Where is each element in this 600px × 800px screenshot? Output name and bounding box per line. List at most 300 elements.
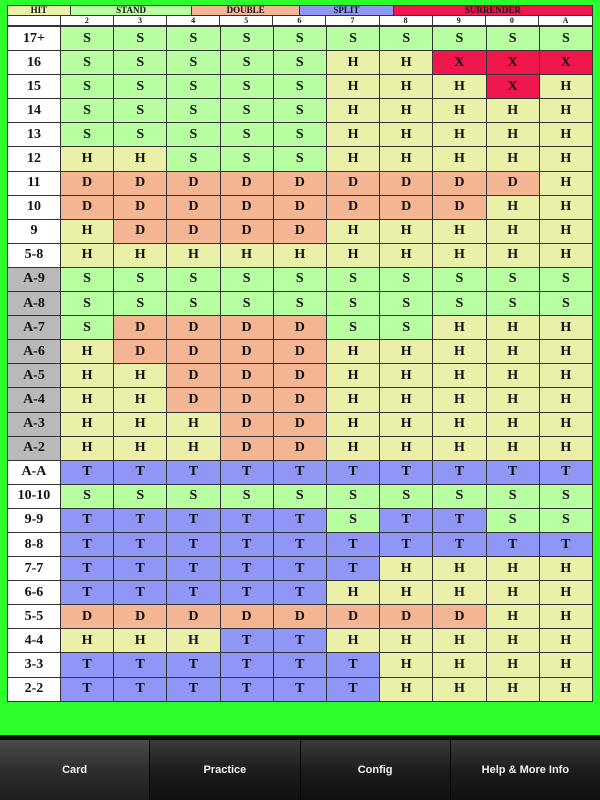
strategy-cell: H xyxy=(540,99,593,123)
strategy-cell: H xyxy=(540,172,593,196)
strategy-cell: T xyxy=(380,533,433,557)
strategy-cell: H xyxy=(61,629,114,653)
row-label: 16 xyxy=(8,51,61,75)
strategy-cell: T xyxy=(167,678,220,702)
strategy-cell: H xyxy=(380,99,433,123)
strategy-cell: H xyxy=(540,340,593,364)
strategy-cell: H xyxy=(433,653,486,677)
strategy-cell: S xyxy=(487,268,540,292)
strategy-cell: H xyxy=(274,244,327,268)
strategy-cell: S xyxy=(114,27,167,51)
strategy-cell: H xyxy=(327,581,380,605)
strategy-cell: S xyxy=(274,51,327,75)
strategy-cell: H xyxy=(167,437,220,461)
strategy-cell: D xyxy=(114,316,167,340)
strategy-cell: D xyxy=(487,172,540,196)
row-label: 12 xyxy=(8,147,61,171)
strategy-cell: S xyxy=(221,485,274,509)
strategy-cell: H xyxy=(114,244,167,268)
strategy-cell: D xyxy=(274,220,327,244)
strategy-cell: D xyxy=(61,605,114,629)
strategy-cell: T xyxy=(274,581,327,605)
strategy-cell: S xyxy=(61,51,114,75)
strategy-cell: S xyxy=(274,123,327,147)
strategy-cell: T xyxy=(327,533,380,557)
strategy-cell: T xyxy=(114,678,167,702)
strategy-cell: T xyxy=(327,653,380,677)
strategy-cell: D xyxy=(433,196,486,220)
strategy-cell: H xyxy=(433,629,486,653)
strategy-cell: H xyxy=(61,437,114,461)
strategy-cell: H xyxy=(487,220,540,244)
strategy-cell: H xyxy=(487,147,540,171)
strategy-cell: T xyxy=(221,509,274,533)
strategy-cell: S xyxy=(327,316,380,340)
strategy-cell: T xyxy=(167,509,220,533)
strategy-cell: H xyxy=(540,364,593,388)
strategy-cell: H xyxy=(540,147,593,171)
strategy-cell: S xyxy=(114,485,167,509)
legend-surrender: SURRENDER xyxy=(394,6,592,15)
strategy-cell: S xyxy=(380,485,433,509)
dealer-upcard-header xyxy=(7,16,593,26)
strategy-cell: S xyxy=(167,123,220,147)
strategy-cell: D xyxy=(114,220,167,244)
strategy-cell: H xyxy=(487,581,540,605)
strategy-cell: D xyxy=(167,388,220,412)
strategy-cell: D xyxy=(61,196,114,220)
strategy-cell: H xyxy=(433,220,486,244)
strategy-cell: H xyxy=(380,413,433,437)
strategy-cell: S xyxy=(167,27,220,51)
strategy-cell: S xyxy=(221,123,274,147)
strategy-cell: H xyxy=(61,364,114,388)
strategy-cell: S xyxy=(167,485,220,509)
strategy-cell: H xyxy=(487,388,540,412)
strategy-cell: H xyxy=(540,123,593,147)
column-header: 5 xyxy=(220,16,273,25)
strategy-cell: H xyxy=(433,678,486,702)
column-header: 9 xyxy=(433,16,486,25)
strategy-cell: H xyxy=(433,413,486,437)
strategy-cell: T xyxy=(221,629,274,653)
strategy-cell: H xyxy=(114,364,167,388)
strategy-cell: H xyxy=(380,51,433,75)
strategy-cell: X xyxy=(433,51,486,75)
strategy-cell: D xyxy=(274,388,327,412)
strategy-cell: D xyxy=(221,605,274,629)
strategy-cell: H xyxy=(433,75,486,99)
strategy-cell: H xyxy=(433,437,486,461)
strategy-cell: T xyxy=(167,461,220,485)
strategy-cell: S xyxy=(61,268,114,292)
table-row xyxy=(8,485,593,509)
strategy-cell: H xyxy=(327,220,380,244)
strategy-cell: H xyxy=(327,123,380,147)
table-row xyxy=(8,678,593,702)
strategy-cell: H xyxy=(540,437,593,461)
legend-split: SPLIT xyxy=(300,6,394,15)
strategy-cell: H xyxy=(61,147,114,171)
strategy-cell: H xyxy=(487,557,540,581)
strategy-cell: H xyxy=(540,413,593,437)
strategy-cell: H xyxy=(540,196,593,220)
table-row xyxy=(8,75,593,99)
strategy-cell: H xyxy=(540,605,593,629)
strategy-cell: D xyxy=(274,413,327,437)
table-row xyxy=(8,172,593,196)
strategy-cell: D xyxy=(114,172,167,196)
strategy-cell: T xyxy=(487,533,540,557)
strategy-cell: H xyxy=(167,629,220,653)
table-row xyxy=(8,147,593,171)
strategy-cell: D xyxy=(167,340,220,364)
strategy-cell: H xyxy=(487,196,540,220)
strategy-cell: H xyxy=(487,99,540,123)
column-header: 6 xyxy=(273,16,326,25)
strategy-cell: D xyxy=(167,364,220,388)
strategy-cell: H xyxy=(327,413,380,437)
strategy-cell: S xyxy=(221,75,274,99)
row-label: A-6 xyxy=(8,340,61,364)
strategy-cell: S xyxy=(327,485,380,509)
table-row xyxy=(8,581,593,605)
strategy-cell: H xyxy=(114,413,167,437)
strategy-cell: T xyxy=(274,678,327,702)
strategy-cell: T xyxy=(327,557,380,581)
row-label: A-2 xyxy=(8,437,61,461)
strategy-cell: S xyxy=(327,27,380,51)
strategy-cell: H xyxy=(380,147,433,171)
strategy-cell: S xyxy=(61,292,114,316)
row-label: 2-2 xyxy=(8,678,61,702)
strategy-cell: H xyxy=(114,437,167,461)
strategy-cell: H xyxy=(433,316,486,340)
strategy-cell: H xyxy=(487,605,540,629)
strategy-cell: S xyxy=(167,99,220,123)
row-label: 15 xyxy=(8,75,61,99)
column-header: 0 xyxy=(486,16,539,25)
strategy-cell: H xyxy=(487,316,540,340)
row-label: 9 xyxy=(8,220,61,244)
table-row xyxy=(8,340,593,364)
strategy-cell: S xyxy=(433,292,486,316)
tab-bar xyxy=(0,740,600,800)
row-label: A-8 xyxy=(8,292,61,316)
strategy-cell: D xyxy=(327,605,380,629)
strategy-cell: X xyxy=(487,51,540,75)
column-header: 3 xyxy=(114,16,167,25)
strategy-cell: D xyxy=(167,220,220,244)
strategy-cell: H xyxy=(433,340,486,364)
row-label: 9-9 xyxy=(8,509,61,533)
strategy-cell: H xyxy=(61,220,114,244)
header-corner xyxy=(8,16,61,25)
strategy-cell: S xyxy=(540,509,593,533)
strategy-cell: T xyxy=(274,557,327,581)
table-row xyxy=(8,557,593,581)
column-header: 2 xyxy=(61,16,114,25)
strategy-cell: T xyxy=(61,461,114,485)
strategy-cell: H xyxy=(61,340,114,364)
table-row xyxy=(8,364,593,388)
strategy-cell: H xyxy=(380,678,433,702)
strategy-cell: S xyxy=(167,51,220,75)
strategy-cell: H xyxy=(327,364,380,388)
strategy-cell: H xyxy=(167,244,220,268)
column-header: A xyxy=(562,16,569,25)
strategy-cell: H xyxy=(380,244,433,268)
strategy-cell: D xyxy=(433,172,486,196)
strategy-cell: T xyxy=(167,581,220,605)
action-legend xyxy=(7,5,593,16)
strategy-cell: S xyxy=(61,27,114,51)
strategy-cell: S xyxy=(274,75,327,99)
table-row xyxy=(8,220,593,244)
strategy-cell: D xyxy=(274,437,327,461)
strategy-cell: T xyxy=(61,653,114,677)
strategy-cell: D xyxy=(274,196,327,220)
strategy-cell: H xyxy=(540,629,593,653)
strategy-cell: D xyxy=(167,605,220,629)
strategy-cell: T xyxy=(114,653,167,677)
strategy-cell: H xyxy=(380,557,433,581)
strategy-cell: D xyxy=(221,364,274,388)
row-label: A-9 xyxy=(8,268,61,292)
strategy-cell: S xyxy=(380,316,433,340)
strategy-cell: T xyxy=(327,678,380,702)
strategy-cell: H xyxy=(540,557,593,581)
strategy-cell: T xyxy=(61,557,114,581)
strategy-cell: T xyxy=(221,557,274,581)
table-row xyxy=(8,316,593,340)
strategy-cell: H xyxy=(327,340,380,364)
strategy-cell: H xyxy=(380,437,433,461)
strategy-cell: D xyxy=(167,316,220,340)
strategy-cell: S xyxy=(61,485,114,509)
strategy-cell: H xyxy=(380,364,433,388)
strategy-cell: H xyxy=(327,244,380,268)
strategy-grid xyxy=(7,26,593,702)
strategy-cell: S xyxy=(380,292,433,316)
strategy-cell: H xyxy=(380,653,433,677)
strategy-cell: S xyxy=(167,292,220,316)
strategy-cell: D xyxy=(221,437,274,461)
strategy-cell: D xyxy=(327,196,380,220)
strategy-cell: S xyxy=(61,316,114,340)
table-row xyxy=(8,533,593,557)
strategy-cell: D xyxy=(274,364,327,388)
strategy-cell: S xyxy=(221,147,274,171)
strategy-cell: S xyxy=(167,147,220,171)
table-row xyxy=(8,461,593,485)
strategy-cell: S xyxy=(274,292,327,316)
strategy-cell: H xyxy=(433,388,486,412)
strategy-cell: T xyxy=(433,461,486,485)
strategy-cell: T xyxy=(433,533,486,557)
strategy-cell: T xyxy=(221,581,274,605)
strategy-cell: D xyxy=(380,605,433,629)
strategy-cell: D xyxy=(380,172,433,196)
strategy-cell: T xyxy=(167,533,220,557)
tab-card[interactable]: Card xyxy=(0,740,150,800)
strategy-cell: H xyxy=(61,388,114,412)
strategy-cell: H xyxy=(327,388,380,412)
strategy-cell: H xyxy=(380,629,433,653)
strategy-cell: S xyxy=(540,292,593,316)
strategy-cell: D xyxy=(167,196,220,220)
strategy-cell: H xyxy=(327,51,380,75)
strategy-cell: H xyxy=(433,244,486,268)
row-label: A-3 xyxy=(8,413,61,437)
strategy-cell: S xyxy=(61,123,114,147)
strategy-cell: S xyxy=(221,99,274,123)
strategy-cell: S xyxy=(114,75,167,99)
strategy-cell: D xyxy=(221,220,274,244)
row-label: 5-5 xyxy=(8,605,61,629)
strategy-cell: T xyxy=(114,533,167,557)
strategy-cell: H xyxy=(167,413,220,437)
strategy-cell: S xyxy=(487,509,540,533)
strategy-cell: T xyxy=(114,557,167,581)
strategy-cell: S xyxy=(61,75,114,99)
strategy-cell: H xyxy=(540,581,593,605)
table-row xyxy=(8,605,593,629)
strategy-cell: H xyxy=(540,244,593,268)
row-label: 6-6 xyxy=(8,581,61,605)
strategy-cell: D xyxy=(433,605,486,629)
tab-config[interactable]: Config xyxy=(301,740,451,800)
strategy-cell: T xyxy=(433,509,486,533)
strategy-cell: H xyxy=(433,99,486,123)
strategy-cell: D xyxy=(221,388,274,412)
strategy-cell: S xyxy=(327,509,380,533)
strategy-cell: H xyxy=(327,99,380,123)
strategy-cell: T xyxy=(61,581,114,605)
strategy-cell: T xyxy=(540,533,593,557)
strategy-cell: S xyxy=(114,292,167,316)
strategy-cell: S xyxy=(540,268,593,292)
strategy-cell: D xyxy=(114,605,167,629)
strategy-cell: H xyxy=(327,629,380,653)
legend-hit: HIT xyxy=(8,6,71,15)
strategy-cell: T xyxy=(114,581,167,605)
strategy-cell: H xyxy=(380,340,433,364)
table-row xyxy=(8,27,593,51)
table-row xyxy=(8,51,593,75)
strategy-cell: X xyxy=(540,51,593,75)
strategy-cell: H xyxy=(380,388,433,412)
strategy-cell: H xyxy=(540,316,593,340)
strategy-cell: T xyxy=(540,461,593,485)
strategy-cell: T xyxy=(221,678,274,702)
row-label: A-4 xyxy=(8,388,61,412)
strategy-cell: H xyxy=(540,388,593,412)
strategy-cell: D xyxy=(221,172,274,196)
strategy-cell: S xyxy=(274,485,327,509)
table-row xyxy=(8,196,593,220)
strategy-cell: S xyxy=(274,268,327,292)
strategy-cell: D xyxy=(274,340,327,364)
column-header: 8 xyxy=(380,16,433,25)
strategy-cell: D xyxy=(61,172,114,196)
strategy-cell: H xyxy=(433,123,486,147)
strategy-cell: H xyxy=(487,653,540,677)
strategy-cell: H xyxy=(114,629,167,653)
strategy-cell: S xyxy=(274,99,327,123)
strategy-cell: S xyxy=(114,51,167,75)
row-label: 10-10 xyxy=(8,485,61,509)
strategy-cell: D xyxy=(167,172,220,196)
strategy-cell: H xyxy=(380,75,433,99)
strategy-cell: D xyxy=(221,196,274,220)
tab-practice[interactable]: Practice xyxy=(150,740,300,800)
strategy-cell: S xyxy=(221,27,274,51)
strategy-cell: H xyxy=(487,123,540,147)
strategy-cell: S xyxy=(221,268,274,292)
strategy-cell: T xyxy=(487,461,540,485)
strategy-cell: H xyxy=(327,75,380,99)
strategy-cell: T xyxy=(274,629,327,653)
strategy-cell: H xyxy=(433,581,486,605)
strategy-cell: S xyxy=(487,27,540,51)
strategy-cell: D xyxy=(274,316,327,340)
strategy-cell: H xyxy=(61,244,114,268)
strategy-cell: S xyxy=(114,268,167,292)
row-label: 10 xyxy=(8,196,61,220)
strategy-cell: H xyxy=(540,678,593,702)
strategy-cell: H xyxy=(327,147,380,171)
strategy-cell: S xyxy=(114,123,167,147)
strategy-cell: T xyxy=(114,509,167,533)
strategy-cell: T xyxy=(274,533,327,557)
strategy-cell: H xyxy=(221,244,274,268)
table-row xyxy=(8,99,593,123)
strategy-cell: D xyxy=(274,172,327,196)
row-label: 8-8 xyxy=(8,533,61,557)
strategy-cell: S xyxy=(433,27,486,51)
strategy-cell: H xyxy=(61,413,114,437)
tab-help[interactable]: Help & More Info xyxy=(451,740,600,800)
strategy-cell: D xyxy=(327,172,380,196)
table-row xyxy=(8,123,593,147)
row-label: 7-7 xyxy=(8,557,61,581)
strategy-cell: S xyxy=(274,27,327,51)
row-label: 5-8 xyxy=(8,244,61,268)
row-label: 3-3 xyxy=(8,653,61,677)
strategy-cell: D xyxy=(114,340,167,364)
strategy-cell: H xyxy=(540,653,593,677)
strategy-cell: S xyxy=(433,268,486,292)
table-row xyxy=(8,244,593,268)
strategy-cell: H xyxy=(380,123,433,147)
legend-double: DOUBLE xyxy=(192,6,300,15)
strategy-cell: S xyxy=(274,147,327,171)
strategy-cell: H xyxy=(114,147,167,171)
table-row xyxy=(8,268,593,292)
strategy-cell: T xyxy=(274,509,327,533)
strategy-cell: X xyxy=(487,75,540,99)
strategy-cell: S xyxy=(114,99,167,123)
strategy-cell: H xyxy=(114,388,167,412)
strategy-cell: T xyxy=(274,653,327,677)
legend-stand: STAND xyxy=(71,6,193,15)
strategy-cell: H xyxy=(433,364,486,388)
row-label: A-7 xyxy=(8,316,61,340)
strategy-cell: S xyxy=(380,27,433,51)
row-label: 4-4 xyxy=(8,629,61,653)
strategy-cell: T xyxy=(380,509,433,533)
